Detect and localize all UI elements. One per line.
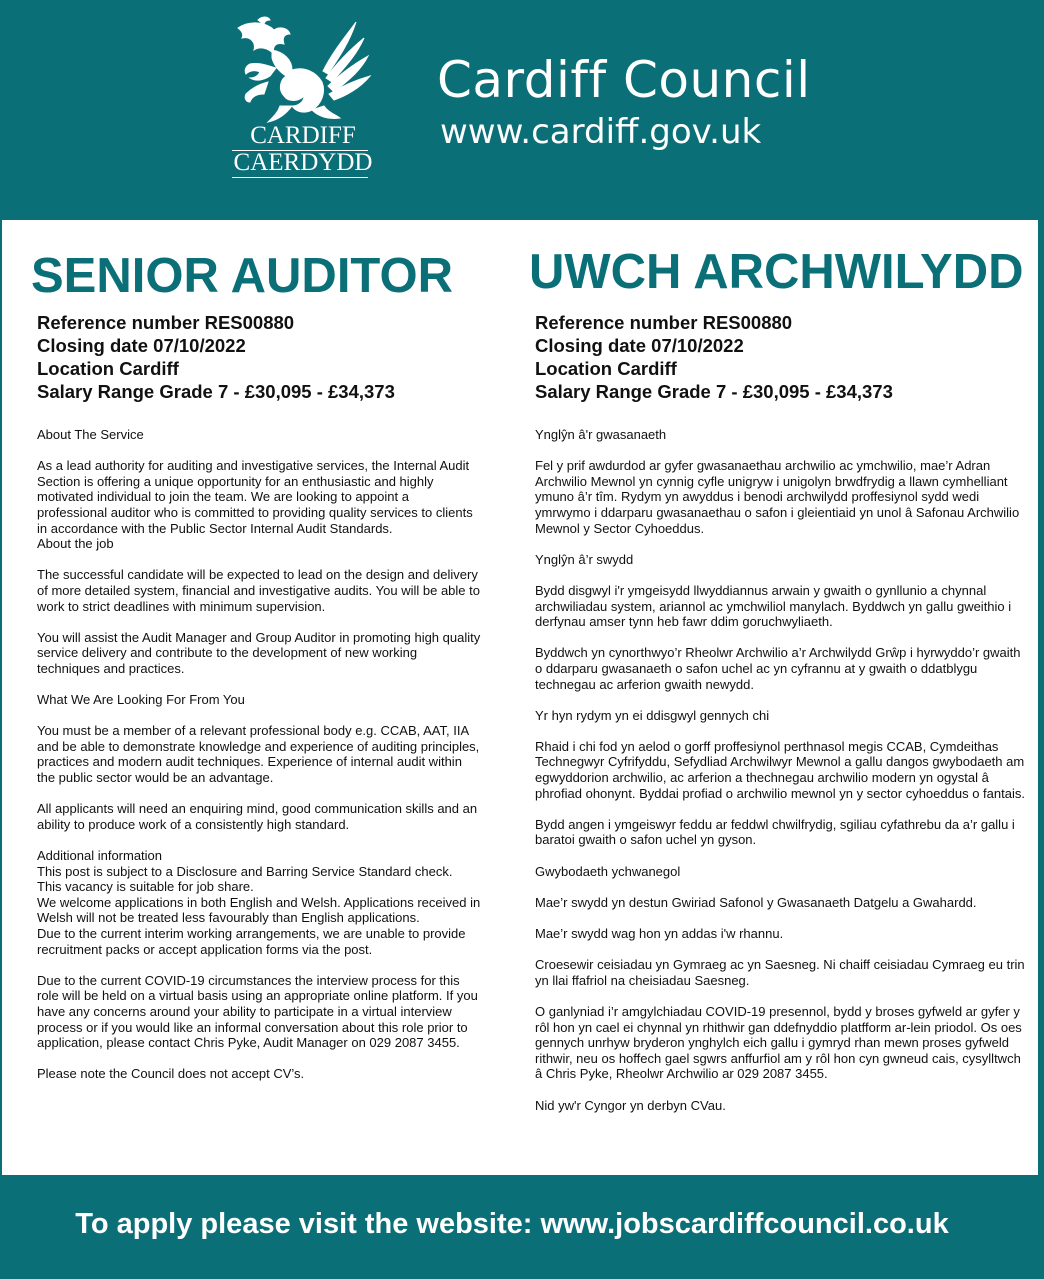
paragraph: Please note the Council does not accept CV’s. (37, 1066, 305, 1082)
paragraph: Fel y prif awdurdod ar gyfer gwasanaethau archwilio ac ymchwilio, mae’r Adran Archwilio Mewnol yn cynnig cyfle unigryw i unigolyn brwdfrydig a llawn cymhelliant ymuno â’r tîm. Rydym yn awyddus i benodi archwilydd proffesiynol sydd wedi ymrwymo i ddarparu gwasanaethau o safon i gleientiaid yn unol â Safonau Archwilio Mewnol y Sector Cyhoeddus. (535, 458, 1020, 536)
reference-number: Reference number RES00880 (535, 312, 793, 333)
apply-instructions: To apply please visit the website: www.jobscardiffcouncil.co.uk (75, 1208, 949, 1240)
paragraph: Gwybodaeth ychwanegol (535, 863, 681, 879)
paragraph: The successful candidate will be expected to lead on the design and delivery of more detailed system, financial and investigative audits. You will be able to work to strict deadlines with minimum supervision. (37, 567, 480, 614)
job-title-english: SENIOR AUDITOR (31, 249, 453, 303)
paragraph: You must be a member of a relevant professional body e.g. CCAB, AAT, IIA and be able to demonstrate knowledge and experience of auditing principles, practices and modern audit techniques. Experience of internal audit within the public sector would be an advantage. (37, 723, 480, 786)
job-meta-welsh (535, 311, 893, 403)
logo-text-caerdydd: CAERDYDD (233, 149, 373, 176)
dragon-icon (228, 16, 378, 126)
organisation-name: Cardiff Council (437, 51, 811, 109)
council-logo (228, 16, 378, 184)
paragraph: Rhaid i chi fod yn aelod o gorff proffesiynol perthnasol megis CCAB, Cymdeithas Technegwyr Cyfrifyddu, Sefydliad Archwilwyr Mewnol a gallu dangos gwybodaeth am egwyddorion archwilio, ac arferion a thechnegau archwilio modern yn ogystal â phrofiad ohonynt. Byddai profiad o archwilio mewnol yn y sector cyhoeddus o fantais. (535, 738, 1025, 801)
paragraph: Additional information This post is subject to a Disclosure and Barring Service Standard check. This vacancy is suitable for job share. We welcome applications in both English and Welsh. Applications received in Welsh will not be treated less favourably than English applications. Due to the current interim working arrangements, we are unable to provide recruitment packs or accept application forms via the post. (37, 848, 481, 957)
paragraph: O ganlyniad i’r amgylchiadau COVID-19 presennol, bydd y broses gyfweld ar gyfer y rôl hon yn cael ei chynnal yn rhithwir gan ddefnyddio platfform ar-lein priodol. Os oes gennych unrhyw bryderon ynghylch eich gallu i gymryd rhan mewn proses gyfweld rithwir, neu os hoffech gael sgwrs anffurfiol am y rôl hon cyn gwneud cais, cysylltwch â Chris Pyke, Rheolwr Archwilio ar 029 2087 3455. (535, 1003, 1022, 1082)
logo-text-cardiff: CARDIFF (250, 122, 356, 149)
paragraph: Due to the current COVID-19 circumstances the interview process for this role will be held on a virtual basis using an appropriate online platform. If you have any concerns around your ability to participate in a virtual interview process or if you would like an informal conversation about this role prior to application, please contact Chris Pyke, Audit Manager on 029 2087 3455. (37, 972, 478, 1051)
job-description-english (37, 427, 482, 1098)
paragraph: Ynglŷn â’r swydd (535, 551, 634, 567)
paragraph: Bydd disgwyl i'r ymgeisydd llwyddiannus arwain y gwaith o gynllunio a chynnal archwiliadau system, ariannol ac ymchwiliol manylach. Byddwch yn gallu gweithio i derfynau amser tynn heb fawr ddim goruchwyliaeth. (535, 582, 1012, 630)
logo-underline (232, 177, 368, 178)
paragraph: Nid yw'r Cyngor yn derbyn CVau. (535, 1097, 726, 1113)
salary-range: Salary Range Grade 7 - £30,095 - £34,373 (37, 381, 395, 402)
salary-range: Salary Range Grade 7 - £30,095 - £34,373 (535, 381, 893, 402)
closing-date: Closing date 07/10/2022 (535, 335, 744, 356)
paragraph: What We Are Looking For From You (37, 692, 245, 708)
job-title-welsh: UWCH ARCHWILYDD (529, 245, 1024, 299)
paragraph: Yr hyn rydym yn ei ddisgwyl gennych chi (535, 707, 770, 723)
paragraph: Mae’r swydd yn destun Gwiriad Safonol y Gwasanaeth Datgelu a Gwahardd. (535, 894, 977, 910)
job-description-welsh (535, 427, 1025, 1129)
paragraph: Bydd angen i ymgeiswyr feddu ar feddwl chwilfrydig, sgiliau cyfathrebu da a’r gallu i baratoi gwaith o safon uchel yn gyson. (535, 816, 1015, 848)
header-banner (0, 0, 1044, 220)
reference-number: Reference number RES00880 (37, 312, 295, 333)
location: Location Cardiff (535, 358, 677, 379)
paragraph: All applicants will need an enquiring mind, good communication skills and an ability to produce work of a consistently high standard. (37, 801, 478, 832)
closing-date: Closing date 07/10/2022 (37, 335, 246, 356)
paragraph: As a lead authority for auditing and investigative services, the Internal Audit Section is offering a unique opportunity for an enthusiastic and highly motivated individual to join the team. We are looking to appoint a professional auditor who is committed to providing quality services to clients in accordance with the Public Sector Internal Audit Standards. About the job (37, 458, 473, 552)
paragraph: Mae’r swydd wag hon yn addas i'w rhannu. (535, 926, 784, 941)
job-advert-panel (2, 220, 1038, 1175)
organisation-website: www.cardiff.gov.uk (440, 112, 762, 152)
location: Location Cardiff (37, 358, 179, 379)
paragraph: Ynglŷn â'r gwasanaeth (535, 427, 667, 442)
paragraph: You will assist the Audit Manager and Group Auditor in promoting high quality service delivery and contribute to the development of new working techniques and practices. (37, 629, 481, 676)
paragraph: Croesewir ceisiadau yn Gymraeg ac yn Saesneg. Ni chaiff ceisiadau Cymraeg eu trin yn llai ffafriol na cheisiadau Saesneg. (535, 957, 1025, 988)
paragraph: Byddwch yn cynorthwyo’r Rheolwr Archwilio a’r Archwilydd Grŵp i hyrwyddo’r gwaith o ddarparu gwasanaeth o safon uchel ac yn cyfrannu at y gwaith o ddatblygu technegau ac arferion gwaith newydd. (535, 645, 1021, 692)
paragraph: About The Service (37, 427, 144, 442)
job-meta-english (37, 311, 395, 403)
